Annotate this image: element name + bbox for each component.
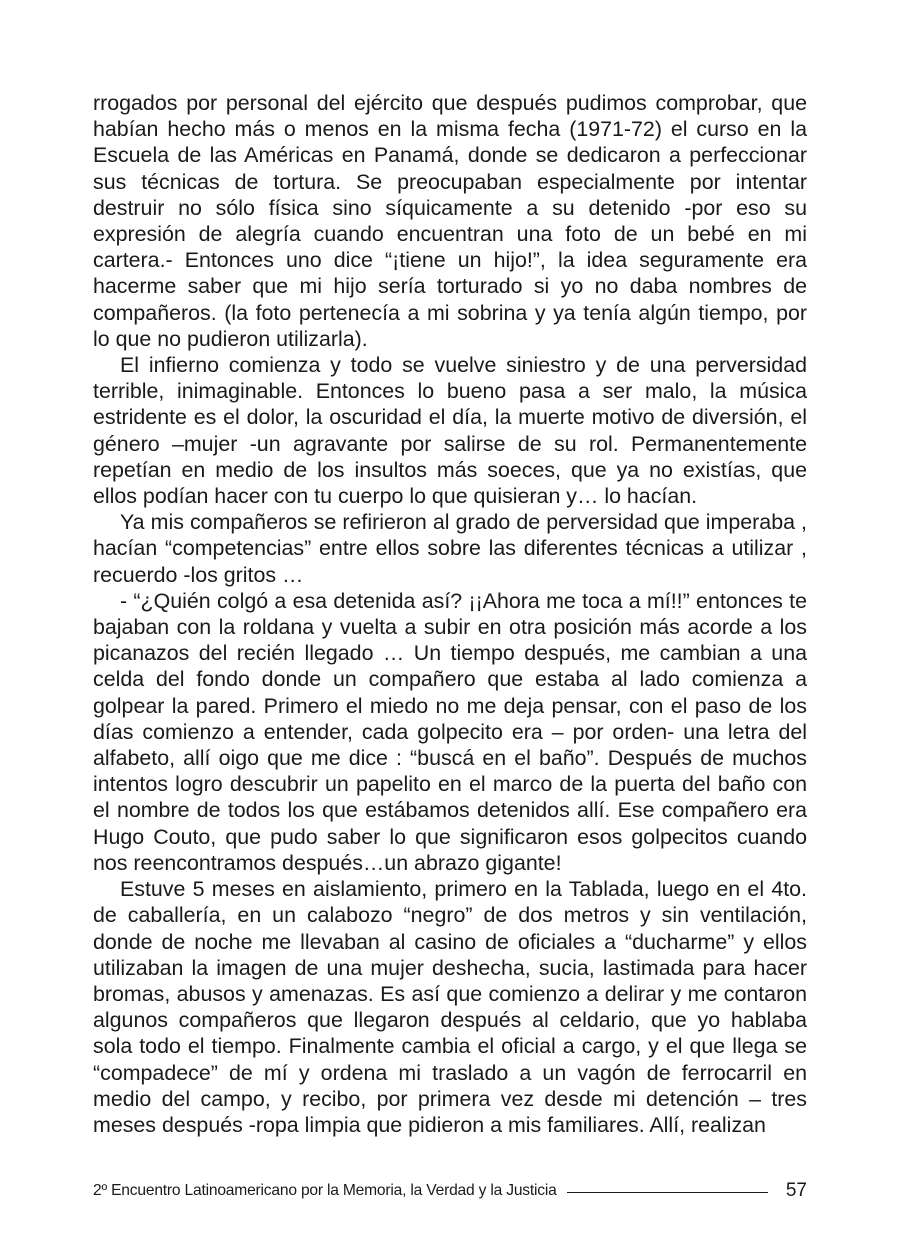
page-footer — [93, 1178, 807, 1204]
paragraph-3: Ya mis compañeros se refirieron al grado de perversidad que imperaba , hacían “competencias” entre ellos sobre las diferentes técnicas a utilizar , recuerdo -los gritos … — [93, 510, 807, 587]
footer-title: 2º Encuentro Latinoamericano por la Memoria, la Verdad y la Justicia — [93, 1182, 557, 1199]
paragraph-1: rrogados por personal del ejército que después pudimos comprobar, que habían hecho más o menos en la misma fecha (1971-72) el curso en la Escuela de las Américas en Panamá, donde se dedicaron a perfeccionar sus técnicas de tortura. Se preocupaban especialmente por intentar destruir no sólo física sino síquicamente a su detenido -por eso su expresión de alegría cuando encuentran una foto de un bebé en mi cartera.- Entonces uno dice “¡tiene un hijo!”, la idea seguramente era hacerme saber que mi hijo sería torturado si yo no daba nombres de compañeros. (la foto pertenecía a mi sobrina y ya tenía algún tiempo, por lo que no pudieron utilizarla). — [93, 91, 807, 351]
page-number: 57 — [785, 1180, 807, 1201]
paragraph-2: El infierno comienza y todo se vuelve siniestro y de una perversidad terrible, inimaginable. Entonces lo bueno pasa a ser malo, la música estridente es el dolor, la oscuridad el día, la muerte motivo de diversión, el género –mujer -un agravante por salirse de su rol. Permanentemente repetían en medio de los insultos más soeces, que ya no existías, que ellos podían hacer con tu cuerpo lo que quisieran y… lo hacían. — [93, 353, 807, 509]
paragraph-4: - “¿Quién colgó a esa detenida así? ¡¡Ahora me toca a mí!!” entonces te bajaban con la roldana y vuelta a subir en otra posición más acorde a los picanazos del recién llegado … Un tiempo después, me cambian a una celda del fondo donde un compañero que estaba al lado comienza a golpear la pared. Primero el miedo no me deja pensar, con el paso de los días comienzo a entender, cada golpecito era – por orden- una letra del alfabeto, allí oigo que me dice : “buscá en el baño”. Después de muchos intentos logro descubrir un papelito en el marco de la puerta del baño con el nombre de todos los que estábamos detenidos allí. Ese compañero era Hugo Couto, que pudo saber lo que significaron esos golpecitos cuando nos reencontramos después…un abrazo gigante! — [93, 588, 807, 875]
body-text — [93, 90, 807, 1138]
footer-divider-line — [567, 1192, 768, 1193]
paragraph-5: Estuve 5 meses en aislamiento, primero en la Tablada, luego en el 4to. de caballería, en un calabozo “negro” de dos metros y sin ventilación, donde de noche me llevaban al casino de oficiales a “ducharme” y ellos utilizaban la imagen de una mujer deshecha, sucia, lastimada para hacer bromas, abusos y amenazas. Es así que comienzo a delirar y me contaron algunos compañeros que llegaron después al celdario, que yo hablaba sola todo el tiempo. Finalmente cambia el oficial a cargo, y el que llega se “compadece” de mí y ordena mi traslado a un vagón de ferrocarril en medio del campo, y recibo, por primera vez desde mi detención – tres meses después -ropa limpia que pidieron a mis familiares. Allí, realizan — [93, 877, 807, 1137]
